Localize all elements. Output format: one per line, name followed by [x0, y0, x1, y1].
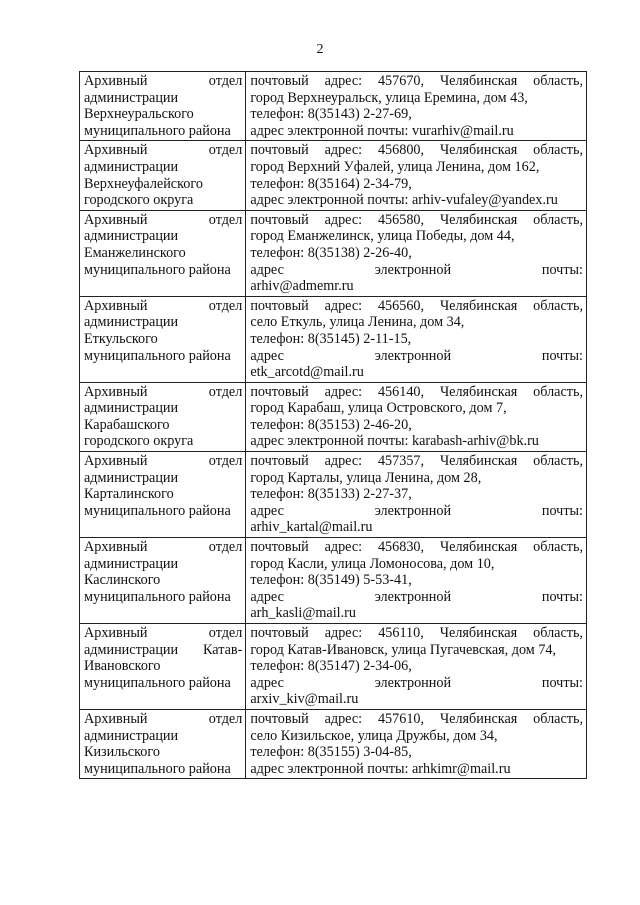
name-line-word: отдел: [208, 211, 243, 228]
name-line-word: администрации: [84, 641, 179, 658]
addr-line: arhiv@admemr.ru: [250, 278, 354, 295]
name-line: [84, 212, 242, 229]
archives-table: [79, 71, 587, 779]
addr-line-word: почтовый: [250, 211, 309, 228]
addr-line: адрес электронной почты: arhkimr@mail.ru: [250, 760, 511, 777]
addr-line-word: 456140,: [377, 383, 425, 400]
addr-line: [250, 384, 583, 401]
addr-line-word: адрес:: [324, 710, 363, 727]
name-line-word: Катав-: [203, 641, 243, 658]
name-line: Верхнеуфалейского: [84, 175, 203, 192]
name-line: муниципального района: [84, 588, 231, 605]
name-line: администрации: [84, 469, 179, 486]
table-row: [80, 709, 587, 778]
addr-line-word: Челябинская: [439, 73, 518, 89]
archive-address-cell: [246, 296, 587, 382]
addr-line-word: Челябинская: [439, 539, 518, 556]
addr-line: телефон: 8(35138) 2-26-40,: [250, 244, 412, 261]
name-line-word: отдел: [208, 297, 243, 314]
addr-line-word: почтовый: [250, 625, 309, 641]
addr-line: arxiv_kiv@mail.ru: [250, 691, 359, 708]
name-line: Еткульского: [84, 330, 158, 347]
addr-line-word: адрес:: [324, 211, 363, 228]
addr-line: город Карталы, улица Ленина, дом 28,: [250, 469, 482, 486]
name-line-word: отдел: [208, 453, 243, 470]
addr-line: [250, 298, 583, 315]
addr-line-word: почтовый: [250, 539, 309, 556]
addr-line-word: почты:: [541, 588, 583, 605]
addr-line-word: почтовый: [250, 142, 309, 159]
addr-line-word: почтовый: [250, 297, 309, 314]
name-line: [84, 298, 242, 315]
addr-line: телефон: 8(35143) 2-27-69,: [250, 106, 412, 123]
addr-line: село Еткуль, улица Ленина, дом 34,: [250, 314, 465, 331]
addr-line: телефон: 8(35164) 2-34-79,: [250, 175, 412, 192]
name-line-word: Архивный: [84, 297, 148, 314]
table-row: [80, 210, 587, 296]
archive-address-cell: [246, 72, 587, 141]
addr-line: [250, 675, 583, 692]
name-line: администрации: [84, 555, 179, 572]
name-line: муниципального района: [84, 760, 231, 777]
table-row: [80, 72, 587, 141]
addr-line-word: 456800,: [377, 142, 425, 159]
archive-name-cell: [80, 382, 246, 451]
name-line-word: отдел: [208, 625, 243, 641]
addr-line-word: почтовый: [250, 73, 309, 89]
archive-name-cell: [80, 452, 246, 538]
name-line: [84, 384, 242, 401]
name-line-word: Архивный: [84, 383, 148, 400]
name-line: муниципального района: [84, 122, 231, 139]
addr-line-word: область,: [533, 453, 583, 470]
name-line: Ивановского: [84, 658, 161, 675]
addr-line: [250, 625, 583, 642]
addr-line-word: почтовый: [250, 453, 309, 470]
name-line-word: Архивный: [84, 539, 148, 556]
addr-line-word: адрес: [250, 588, 284, 605]
addr-line-word: Челябинская: [439, 211, 518, 228]
archive-name-cell: [80, 624, 246, 710]
addr-line: [250, 73, 583, 90]
archive-name-cell: [80, 141, 246, 210]
table-row: [80, 382, 587, 451]
addr-line-word: адрес:: [324, 383, 363, 400]
addr-line-word: 456560,: [377, 297, 425, 314]
addr-line-word: почты:: [541, 261, 583, 278]
addr-line: город Еманжелинск, улица Победы, дом 44,: [250, 228, 515, 245]
addr-line-word: область,: [533, 297, 583, 314]
name-line: администрации: [84, 400, 179, 417]
addr-line-word: область,: [533, 383, 583, 400]
addr-line-word: почты:: [541, 502, 583, 519]
addr-line: телефон: 8(35133) 2-27-37,: [250, 486, 412, 503]
addr-line: [250, 212, 583, 229]
addr-line-word: 457357,: [377, 453, 425, 470]
addr-line: адрес электронной почты: karabash-arhiv@bk.ru: [250, 433, 539, 450]
addr-line: город Верхнеуральск, улица Еремина, дом 43,: [250, 89, 528, 106]
addr-line-word: Челябинская: [439, 383, 518, 400]
addr-line-word: электронной: [374, 261, 452, 278]
name-line: администрации: [84, 158, 179, 175]
addr-line-word: адрес:: [324, 73, 363, 89]
table-row: [80, 296, 587, 382]
name-line: муниципального района: [84, 261, 231, 278]
archive-address-cell: [246, 382, 587, 451]
archive-address-cell: [246, 452, 587, 538]
table-row: [80, 141, 587, 210]
name-line-word: Архивный: [84, 625, 148, 641]
name-line: городского округа: [84, 192, 194, 209]
addr-line: адрес электронной почты: vurarhiv@mail.ru: [250, 122, 514, 139]
addr-line-word: Челябинская: [439, 142, 518, 159]
archive-address-cell: [246, 210, 587, 296]
addr-line: [250, 539, 583, 556]
addr-line-word: почтовый: [250, 383, 309, 400]
name-line: Карталинского: [84, 486, 174, 503]
addr-line: [250, 589, 583, 606]
archive-address-cell: [246, 141, 587, 210]
addr-line-word: область,: [533, 539, 583, 556]
addr-line-word: адрес:: [324, 625, 363, 641]
addr-line-word: область,: [533, 73, 583, 89]
addr-line-word: адрес: [250, 347, 284, 364]
addr-line: arhiv_kartal@mail.ru: [250, 519, 373, 536]
name-line: [84, 625, 242, 642]
archives-table-body: [80, 72, 587, 779]
addr-line: телефон: 8(35145) 2-11-15,: [250, 330, 412, 347]
addr-line-word: область,: [533, 625, 583, 641]
addr-line: телефон: 8(35153) 2-46-20,: [250, 416, 412, 433]
addr-line: etk_arcotd@mail.ru: [250, 364, 364, 381]
addr-line: село Кизильское, улица Дружбы, дом 34,: [250, 727, 498, 744]
name-line: Кизильского: [84, 744, 160, 761]
name-line-word: отдел: [208, 539, 243, 556]
archive-address-cell: [246, 709, 587, 778]
name-line: Карабашского: [84, 416, 170, 433]
name-line: администрации: [84, 228, 179, 245]
name-line: муниципального района: [84, 674, 231, 691]
addr-line: arh_kasli@mail.ru: [250, 605, 356, 622]
name-line: муниципального района: [84, 502, 231, 519]
addr-line: город Карабаш, улица Островского, дом 7,: [250, 400, 507, 417]
archive-name-cell: [80, 538, 246, 624]
addr-line-word: адрес:: [324, 297, 363, 314]
table-row: [80, 538, 587, 624]
addr-line-word: область,: [533, 142, 583, 159]
name-line: [84, 711, 242, 728]
addr-line-word: 456580,: [377, 211, 425, 228]
addr-line-word: Челябинская: [439, 710, 518, 727]
name-line: Каслинского: [84, 572, 161, 589]
addr-line-word: Челябинская: [439, 453, 518, 470]
addr-line-word: электронной: [374, 502, 452, 519]
name-line-word: отдел: [208, 142, 243, 159]
addr-line: город Катав-Ивановск, улица Пугачевская, дом 74,: [250, 641, 557, 658]
name-line: [84, 142, 242, 159]
name-line-word: Архивный: [84, 453, 148, 470]
table-row: [80, 624, 587, 710]
archive-name-cell: [80, 709, 246, 778]
archive-address-cell: [246, 538, 587, 624]
addr-line: город Касли, улица Ломоносова, дом 10,: [250, 555, 495, 572]
name-line: администрации: [84, 314, 179, 331]
page-number: 2: [316, 42, 324, 57]
addr-line: [250, 262, 583, 279]
table-row: [80, 452, 587, 538]
name-line-word: отдел: [208, 710, 243, 727]
addr-line-word: адрес:: [324, 539, 363, 556]
addr-line: город Верхний Уфалей, улица Ленина, дом 162,: [250, 158, 540, 175]
name-line-word: отдел: [208, 73, 243, 89]
name-line: Верхнеуральского: [84, 106, 194, 123]
name-line: [84, 453, 242, 470]
archive-name-cell: [80, 296, 246, 382]
addr-line-word: 456830,: [377, 539, 425, 556]
addr-line-word: адрес: [250, 502, 284, 519]
addr-line: [250, 503, 583, 520]
name-line-word: Архивный: [84, 710, 148, 727]
addr-line-word: адрес:: [324, 142, 363, 159]
addr-line-word: адрес: [250, 674, 284, 691]
name-line: администрации: [84, 727, 179, 744]
addr-line: [250, 142, 583, 159]
addr-line-word: адрес:: [324, 453, 363, 470]
addr-line: [250, 348, 583, 365]
addr-line-word: электронной: [374, 347, 452, 364]
name-line: городского округа: [84, 433, 194, 450]
addr-line-word: Челябинская: [439, 625, 518, 641]
addr-line: телефон: 8(35149) 5-53-41,: [250, 572, 412, 589]
addr-line-word: 456110,: [378, 625, 424, 641]
addr-line-word: почтовый: [250, 710, 309, 727]
name-line: Еманжелинского: [84, 244, 186, 261]
name-line-word: Архивный: [84, 211, 148, 228]
addr-line: телефон: 8(35155) 3-04-85,: [250, 744, 412, 761]
addr-line-word: адрес: [250, 261, 284, 278]
name-line-word: Архивный: [84, 142, 148, 159]
name-line-word: отдел: [208, 383, 243, 400]
addr-line-word: электронной: [374, 674, 452, 691]
archive-name-cell: [80, 210, 246, 296]
addr-line: телефон: 8(35147) 2-34-06,: [250, 658, 412, 675]
archive-address-cell: [246, 624, 587, 710]
addr-line-word: область,: [533, 710, 583, 727]
name-line: [84, 539, 242, 556]
addr-line-word: Челябинская: [439, 297, 518, 314]
addr-line: адрес электронной почты: arhiv-vufaley@yandex.ru: [250, 192, 558, 209]
addr-line-word: почты:: [541, 347, 583, 364]
name-line: администрации: [84, 89, 179, 106]
addr-line-word: почты:: [541, 674, 583, 691]
addr-line: [250, 711, 583, 728]
addr-line: [250, 453, 583, 470]
addr-line-word: электронной: [374, 588, 452, 605]
archive-name-cell: [80, 72, 246, 141]
addr-line-word: 457670,: [377, 73, 425, 89]
name-line: [84, 73, 242, 90]
addr-line-word: область,: [533, 211, 583, 228]
name-line: [84, 642, 242, 659]
addr-line-word: 457610,: [377, 710, 425, 727]
name-line-word: Архивный: [84, 73, 148, 89]
name-line: муниципального района: [84, 347, 231, 364]
